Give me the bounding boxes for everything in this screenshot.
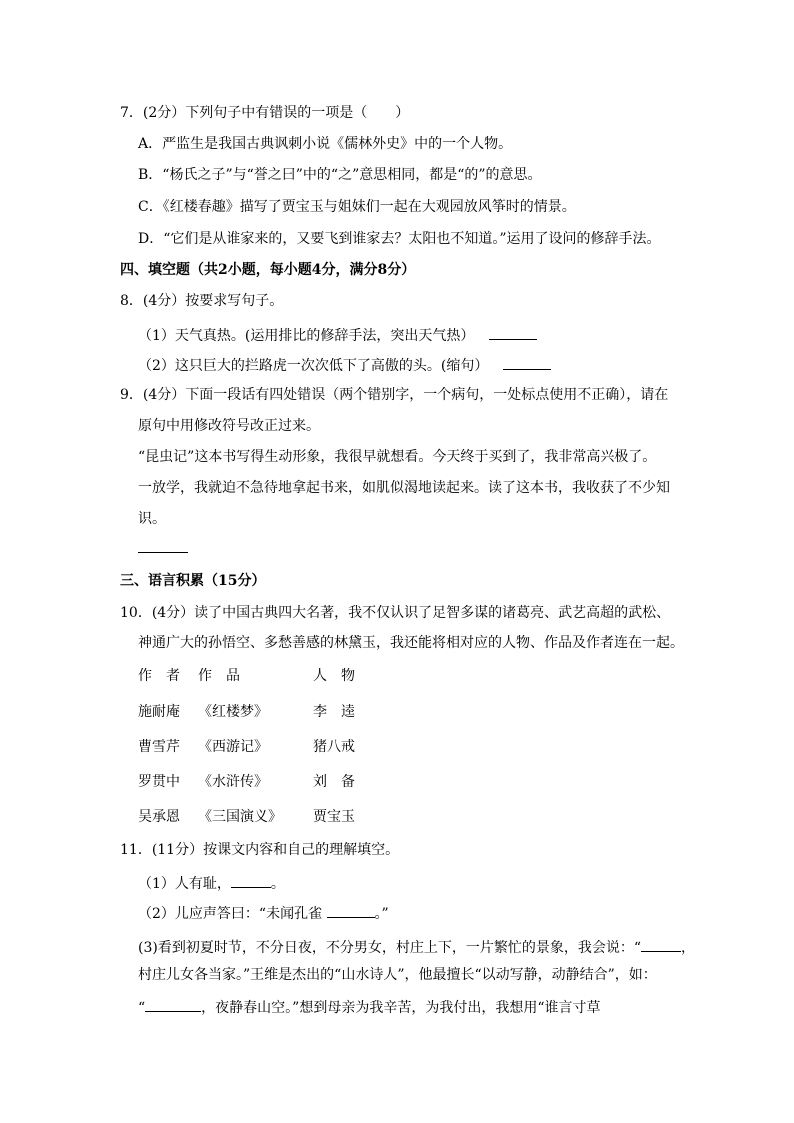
q8-stem: 8．(4分）按要求写句子。 xyxy=(120,293,284,309)
header-character: 人 物 xyxy=(313,668,355,684)
q8-item2-answer-blank[interactable] xyxy=(503,355,551,370)
character-cell[interactable]: 刘 备 xyxy=(313,774,355,790)
q7-option-c: C．《红楼春趣》描写了贾宝玉与姐妹们一起在大观园放风筝时的情景。 xyxy=(138,199,576,215)
work-cell[interactable]: 《西游记》 xyxy=(198,739,268,755)
q11-item3-line3-suffix: ，夜静春山空。”想到母亲为我辛苦，为我付出，我想用“谁言寸草 xyxy=(201,1000,601,1016)
q11-item3-line1-suffix: ， xyxy=(681,940,695,956)
q9-stem-line2: 原句中用修改符号改正过来。 xyxy=(138,418,320,434)
q11-item2-prefix: （2）儿应声答曰：“未闻孔雀 xyxy=(138,906,327,922)
q11-item3-line1-prefix: (3)看到初夏时节，不分日夜，不分男女，村庄上下，一片繁忙的景象，我会说：“ xyxy=(138,940,641,956)
header-author: 作 者 xyxy=(138,668,180,684)
q11-item1-prefix: （1）人有耻， xyxy=(138,876,231,892)
work-cell[interactable]: 《水浒传》 xyxy=(198,774,268,790)
q11-item1 xyxy=(138,873,285,893)
author-cell[interactable]: 施耐庵 xyxy=(138,704,180,720)
author-cell[interactable]: 吴承恩 xyxy=(138,809,180,825)
q11-item1-blank[interactable] xyxy=(231,873,271,888)
q11-item3-line1 xyxy=(138,937,695,957)
q9-passage-line3: 识。 xyxy=(138,511,166,527)
q11-item2 xyxy=(138,903,389,923)
header-work: 作 品 xyxy=(198,668,240,684)
q8-item2 xyxy=(138,355,551,375)
character-cell[interactable]: 贾宝玉 xyxy=(313,809,355,825)
q10-stem-line2: 神通广大的孙悟空、多愁善感的林黛玉，我还能将相对应的人物、作品及作者连在一起。 xyxy=(138,635,684,651)
author-cell[interactable]: 曹雪芹 xyxy=(138,739,180,755)
q11-item3-line3 xyxy=(138,997,601,1017)
section3-title: 三、语言积累（15分） xyxy=(120,573,266,589)
work-cell[interactable]: 《红楼梦》 xyxy=(198,704,268,720)
q11-item1-suffix: 。 xyxy=(270,876,285,892)
q7-option-d: D．“它们是从谁家来的，又要飞到谁家去？太阳也不知道。”运用了设问的修辞手法。 xyxy=(138,231,661,247)
character-cell[interactable]: 猪八戒 xyxy=(313,739,355,755)
q11-stem: 11．(11分）按课文内容和自己的理解填空。 xyxy=(120,842,400,858)
q7-option-a: A．严监生是我国古典讽刺小说《儒林外史》中的一个人物。 xyxy=(138,136,513,152)
q8-item1-answer-blank[interactable] xyxy=(489,325,537,340)
work-cell[interactable]: 《三国演义》 xyxy=(198,809,282,825)
q11-item3-blank2[interactable] xyxy=(145,997,201,1012)
q11-item2-blank[interactable] xyxy=(327,903,375,918)
q8-item2-text: （2）这只巨大的拦路虎一次次低下了高傲的头。(缩句） xyxy=(138,358,489,374)
q9-answer-blank[interactable] xyxy=(138,551,188,553)
q8-item1-text: （1）天气真热。(运用排比的修辞手法，突出天气热） xyxy=(138,328,475,344)
q11-item2-suffix: 。” xyxy=(374,906,389,922)
q8-item1 xyxy=(138,325,537,345)
q7-option-b: B．“杨氏之子”与“誉之曰”中的“之”意思相同，都是“的”的意思。 xyxy=(138,167,542,183)
q9-stem-line1: 9．(4分）下面一段话有四处错误（两个错别字，一个病句，一处标点使用不正确），请在 xyxy=(120,387,669,403)
author-cell[interactable]: 罗贯中 xyxy=(138,774,180,790)
q9-passage-line1: “昆虫记”这本书写得生动形象，我很早就想看。今天终于买到了，我非常高兴极了。 xyxy=(138,449,657,465)
q11-item3-blank1[interactable] xyxy=(641,937,681,952)
character-cell[interactable]: 李 逵 xyxy=(313,704,355,720)
q11-item3-line3-prefix: “ xyxy=(138,1000,146,1016)
q9-passage-line2: 一放学，我就迫不急待地拿起书来，如肌似渴地读起来。读了这本书，我收获了不少知 xyxy=(138,480,670,496)
q7-stem: 7．(2分）下列句子中有错误的一项是（ ） xyxy=(120,105,410,121)
q10-stem-line1: 10．(4分）读了中国古典四大名著，我不仅认识了足智多谋的诸葛亮、武艺高超的武松、 xyxy=(120,605,671,621)
q11-item3-line2: 村庄儿女各当家。”王维是杰出的“山水诗人”，他最擅长“以动写静，动静结合”，如： xyxy=(138,967,657,983)
section4-title: 四、填空题（共2小题，每小题4分，满分8分） xyxy=(120,262,416,278)
